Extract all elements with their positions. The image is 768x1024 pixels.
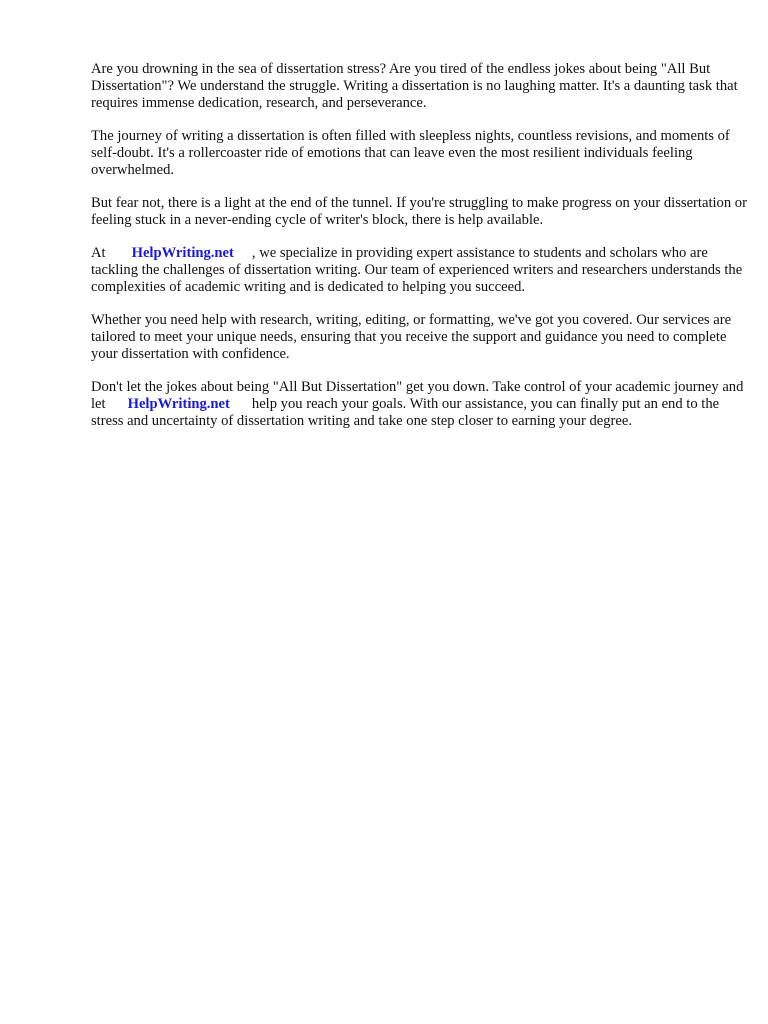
paragraph-intro: Are you drowning in the sea of dissertation stress? Are you tired of the endless jokes about being "All But Dissertation"? We understand the struggle. Writing a dissertation is no laughing matter. It's a daunting task that requires immense dedication, research, and perseverance. — [91, 61, 738, 111]
helpwriting-link[interactable]: HelpWriting.net — [131, 245, 234, 261]
paragraph-hope: But fear not, there is a light at the end of the tunnel. If you're struggling to make progress on your dissertation or feeling stuck in a never-ending cycle of writer's block, there is help available. — [91, 195, 747, 228]
document-body — [91, 61, 755, 446]
paragraph-closing-lead: Don't let the jokes about being "All But Dissertation" get you down. Take control of your academic journey and let — [91, 379, 744, 412]
paragraph-closing — [91, 379, 755, 430]
helpwriting-link-closing[interactable]: HelpWriting.net — [127, 396, 230, 412]
paragraph-coverage: Whether you need help with research, writing, editing, or formatting, we've got you covered. Our services are tailored to meet your unique needs, ensuring that you receive the support and guidance you need to complete your dissertation with confidence. — [91, 312, 732, 362]
paragraph-service-lead: At — [91, 245, 106, 261]
paragraph-service-text: , we specialize in providing expert assistance to students and scholars who are tackling the challenges of dissertation writing. Our team of experienced writers and researchers understands the complexities of academic writing and is dedicated to helping you succeed. — [91, 245, 743, 295]
paragraph-closing-text: help you reach your goals. With our assistance, you can finally put an end to the stress and uncertainty of dissertation writing and take one step closer to earning your degree. — [91, 396, 720, 429]
paragraph-journey: The journey of writing a dissertation is often filled with sleepless nights, countless revisions, and moments of self-doubt. It's a rollercoaster ride of emotions that can leave even the most resilient individuals feeling overwhelmed. — [91, 128, 730, 178]
paragraph-service — [91, 245, 755, 296]
